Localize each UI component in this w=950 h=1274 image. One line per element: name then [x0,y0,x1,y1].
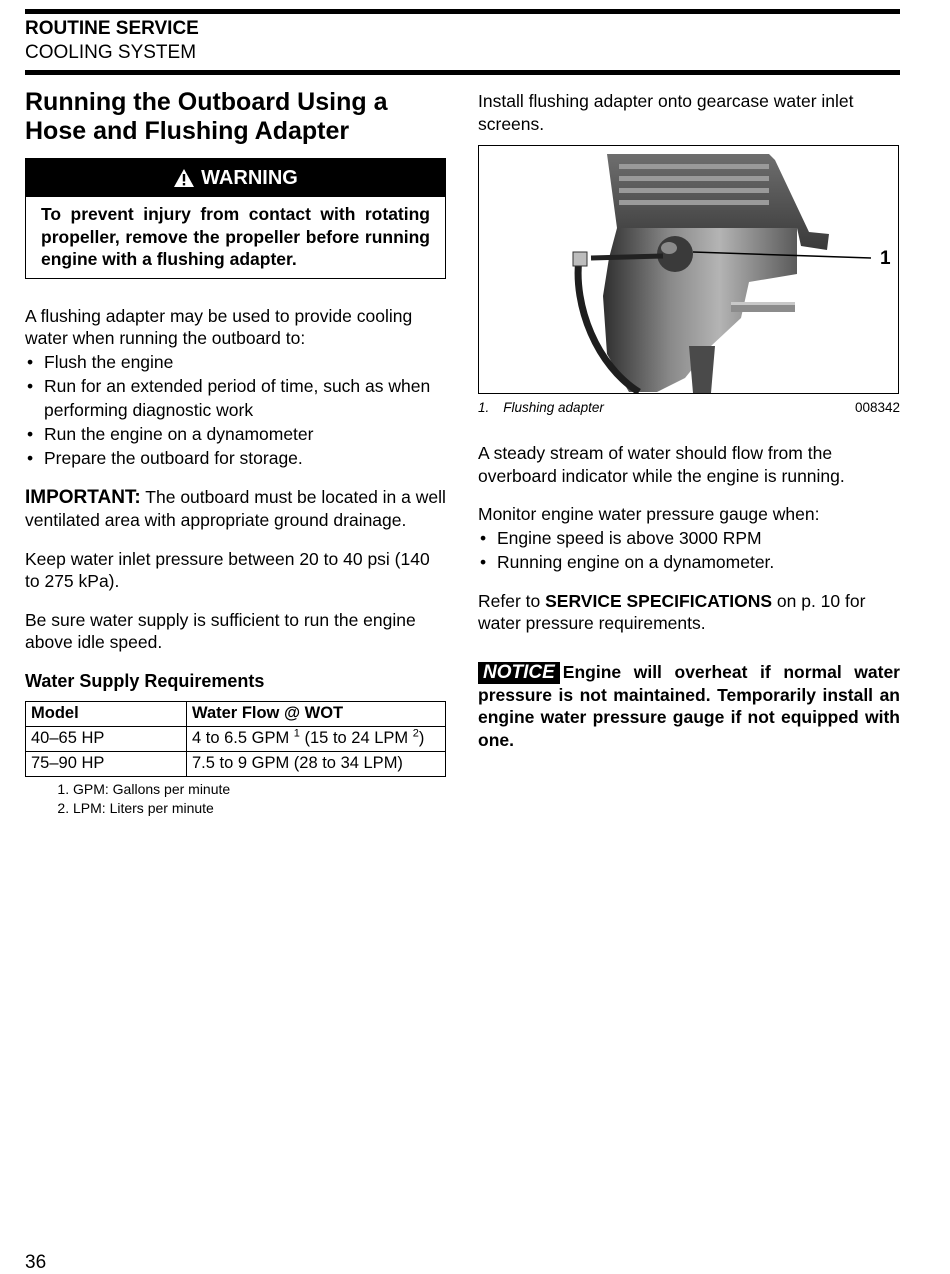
table-footnotes [25,780,446,818]
column-header-flow: Water Flow @ WOT [187,701,446,726]
table-cell-flow: 7.5 to 9 GPM (28 to 34 LPM) [187,751,446,776]
intro-paragraph: A flushing adapter may be used to provide cooling water when running the outboard to: [25,305,413,348]
uses-list [25,350,446,470]
pressure-paragraph: Keep water inlet pressure between 20 to 40 psi (140 to 275 kPa). [25,548,430,591]
figure-callout-number: 1 [880,248,891,269]
stream-paragraph: A steady stream of water should flow from the overboard indicator while the engine is running. [478,443,845,486]
supply-paragraph: Be sure water supply is sufficient to run the engine above idle speed. [25,609,416,652]
table-cell-model: 40–65 HP [26,726,187,751]
table-cell-flow: 4 to 6.5 GPM $^1$ (15 to 24 LPM $^2$) [187,726,446,751]
list-item: • Flush the engine [25,350,446,374]
notice-text: Engine will overheat if normal water pressure is not maintained. Temporarily install an engine water pressure gauge if not equipped with one. [478,661,900,750]
install-paragraph: Install flushing adapter onto gearcase water inlet screens. [478,91,854,134]
table-header-row [26,701,446,726]
footnote: 2. LPM: Liters per minute [73,799,446,818]
table-cell-model: 75–90 HP [26,751,187,776]
refer-paragraph: Refer to SERVICE SPECIFICATIONS on p. 10 for water pressure requirements. [478,590,866,633]
important-paragraph [25,486,446,532]
table-row [26,751,446,776]
list-item: • Running engine on a dynamometer. [478,550,900,574]
header-title: ROUTINE SERVICE [25,18,199,39]
header-rule-bottom [25,70,900,75]
table-row [26,726,446,751]
warning-label: WARNING [201,166,298,189]
service-specifications-reference: SERVICE SPECIFICATIONS [545,590,773,611]
header-rule-top [25,9,900,14]
list-item: • Prepare the outboard for storage. [25,446,446,470]
right-column [478,90,900,751]
important-text: The outboard must be located in a well ventilated area with appropriate ground drainage. [25,486,446,530]
water-supply-table [25,701,446,777]
section-title: Running the Outboard Using a Hose and Flushing Adapter [25,88,388,145]
warning-box [25,158,446,279]
important-label: IMPORTANT: [25,486,141,508]
monitor-paragraph: Monitor engine water pressure gauge when: [478,504,820,524]
notice-paragraph [478,661,900,752]
figure-id: 008342 [854,400,900,415]
list-item: • Run the engine on a dynamometer [25,422,446,446]
water-supply-title: Water Supply Requirements [25,670,265,691]
left-column [25,88,446,818]
footnote: 1. GPM: Gallons per minute [73,780,446,799]
flushing-adapter-figure [478,145,899,394]
figure-caption [478,400,900,416]
warning-triangle-icon [173,168,195,188]
header-subtitle: COOLING SYSTEM [25,42,197,63]
monitor-list [478,526,900,574]
list-item: • Engine speed is above 3000 RPM [478,526,900,550]
gearcase-illustration [479,146,898,393]
warning-header [26,159,445,197]
column-header-model: Model [26,701,187,726]
caption-text: Flushing adapter [503,400,604,415]
notice-label: NOTICE [478,662,560,684]
warning-text: To prevent injury from contact with rotating propeller, remove the propeller before running engine with a flushing adapter. [41,204,430,269]
list-item: • Run for an extended period of time, such as when performing diagnostic work [25,374,446,422]
caption-number: 1. [478,400,490,415]
page-number: 36 [25,1252,47,1273]
